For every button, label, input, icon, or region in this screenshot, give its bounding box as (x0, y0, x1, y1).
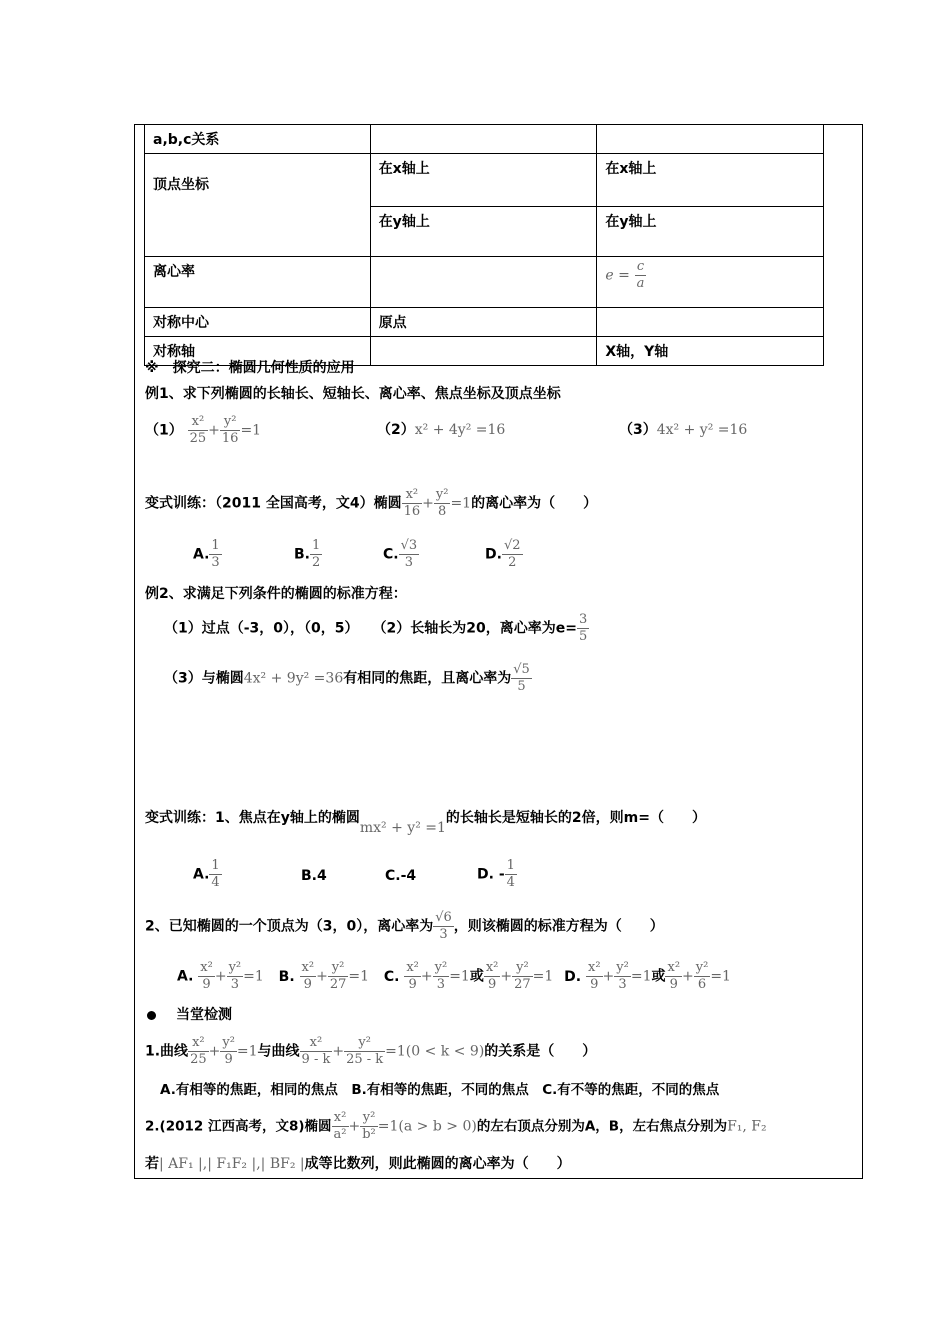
example-1-part-2: （2）x² + 4y² =16 (377, 422, 506, 438)
variant-2-option-c: C.-4 (385, 868, 417, 884)
row-label-center: 对称中心 (145, 308, 371, 337)
variant-1-option-d: D. $\frac{√2}{2}$ (485, 538, 521, 570)
question-2-options: A. $\frac{\text{x²}}{9}$ + $\frac{\text{y²}}{3}$ =1 B. $\frac{\text{x²}}{9}$ + $\frac{\text{y²}}{27}$ =1 C. $\frac{\text{x²}}{9}$ + $\frac{\text{y²}}{3}$ =1或 $\frac{\text{x²}}{9}$ + $\frac{\text{y²}}{27}$ =1 D. $\frac{\text{x²}}{9}$ + $\frac{\text{y²}}{3}$ =1或 $\frac{\text{x²}}{9}$ + $\frac{\text{y²}}{6}$ =1 (177, 960, 731, 992)
variant-2-option-a: A. $\frac{1}{4}$ (193, 858, 220, 890)
row-label-abc: a,b,c关系 (145, 125, 371, 154)
check-question-2: 2.(2012 江西高考，文8)椭圆 $\frac{\text{x²}}{\text{a²}}$ + $\frac{\text{y²}}{\text{b²}}$ =1(a > b > 0)的左右顶点分别为A，B，左右焦点分别为F₁, F₂ (145, 1110, 767, 1142)
cell-on-y-axis: 在y轴上 (597, 207, 824, 257)
cell-on-y-axis: 在y轴上 (370, 207, 597, 257)
variant-1-option-c: C. $\frac{√3}{3}$ (383, 538, 418, 570)
variant-1-option-b: B. $\frac{1}{2}$ (294, 538, 321, 570)
variant-1-option-a: A. $\frac{1}{3}$ (193, 538, 220, 570)
class-check-heading: 当堂检测 (147, 1005, 232, 1025)
cell-empty (370, 337, 597, 366)
cell-xy-axis: X轴，Y轴 (597, 337, 824, 366)
check-question-2-cont: 若| AF₁ |,| F₁F₂ |,| BF₂ |成等比数列，则此椭圆的离心率为（ ） (145, 1156, 571, 1172)
example-2-title: 例2、求满足下列条件的椭圆的标准方程： (145, 586, 407, 602)
example-2-part-3: （3）与椭圆4x² + 9y² =36有相同的焦距，且离心率为 $\frac{√5}{5}$ (164, 662, 530, 694)
cell-empty (370, 125, 597, 154)
row-label-eccentricity: 离心率 (145, 257, 371, 308)
variant-training-2: 变式训练：1、焦点在y轴上的椭圆mx² + y² =1的长轴长是短轴长的2倍，则m=（ ） (145, 810, 706, 836)
ellipse-properties-table (144, 124, 824, 366)
variant-training-1: 变式训练：（2011 全国高考，文4）椭圆 $\frac{\text{x²}}{16}$ + $\frac{\text{y²}}{8}$ =1的离心率为（ ） (145, 487, 598, 519)
eccentricity-formula: e = $\frac{c}{a}$ (597, 257, 824, 308)
question-2: 2、已知椭圆的一个顶点为（3，0），离心率为 $\frac{√6}{3}$ ，则该椭圆的标准方程为（ ） (145, 910, 664, 942)
row-label-axis: 对称轴 (145, 337, 371, 366)
example-1-part-1: （1） $\frac{\text{x²}}{25}$ + $\frac{\text{y²}}{16}$ =1 (145, 414, 262, 446)
cell-empty (597, 125, 824, 154)
cell-empty (370, 257, 597, 308)
example-1-title: 例1、求下列椭圆的长轴长、短轴长、离心率、焦点坐标及顶点坐标 (145, 386, 561, 402)
row-label-vertex: 顶点坐标 (145, 154, 371, 257)
cell-empty (597, 308, 824, 337)
explore-two-heading: ※ 探究二：椭圆几何性质的应用 (145, 360, 355, 376)
cell-origin: 原点 (370, 308, 597, 337)
variant-2-option-b: B.4 (301, 868, 327, 884)
example-1-part-3: （3）4x² + y² =16 (619, 422, 748, 438)
bullet-icon (147, 1011, 156, 1020)
cell-on-x-axis: 在x轴上 (597, 154, 824, 207)
example-2-parts-1-2: （1）过点（-3，0），（0，5） （2）长轴长为20，离心率为e= $\frac{3}{5}$ (164, 612, 588, 644)
variant-2-option-d: D. - $\frac{1}{4}$ (477, 858, 515, 890)
cell-on-x-axis: 在x轴上 (370, 154, 597, 207)
check-question-1: 1.曲线 $\frac{\text{x²}}{25}$ + $\frac{\text{y²}}{9}$ =1与曲线 $\frac{\text{x²}}{9 - k}$ + $\frac{\text{y²}}{25 - k}$ =1(0 < k < 9)的关系是（ ） (145, 1035, 597, 1067)
check-question-1-options: A.有相等的焦距，相同的焦点 B.有相等的焦距，不同的焦点 C.有不等的焦距，不同的焦点 (160, 1082, 720, 1098)
